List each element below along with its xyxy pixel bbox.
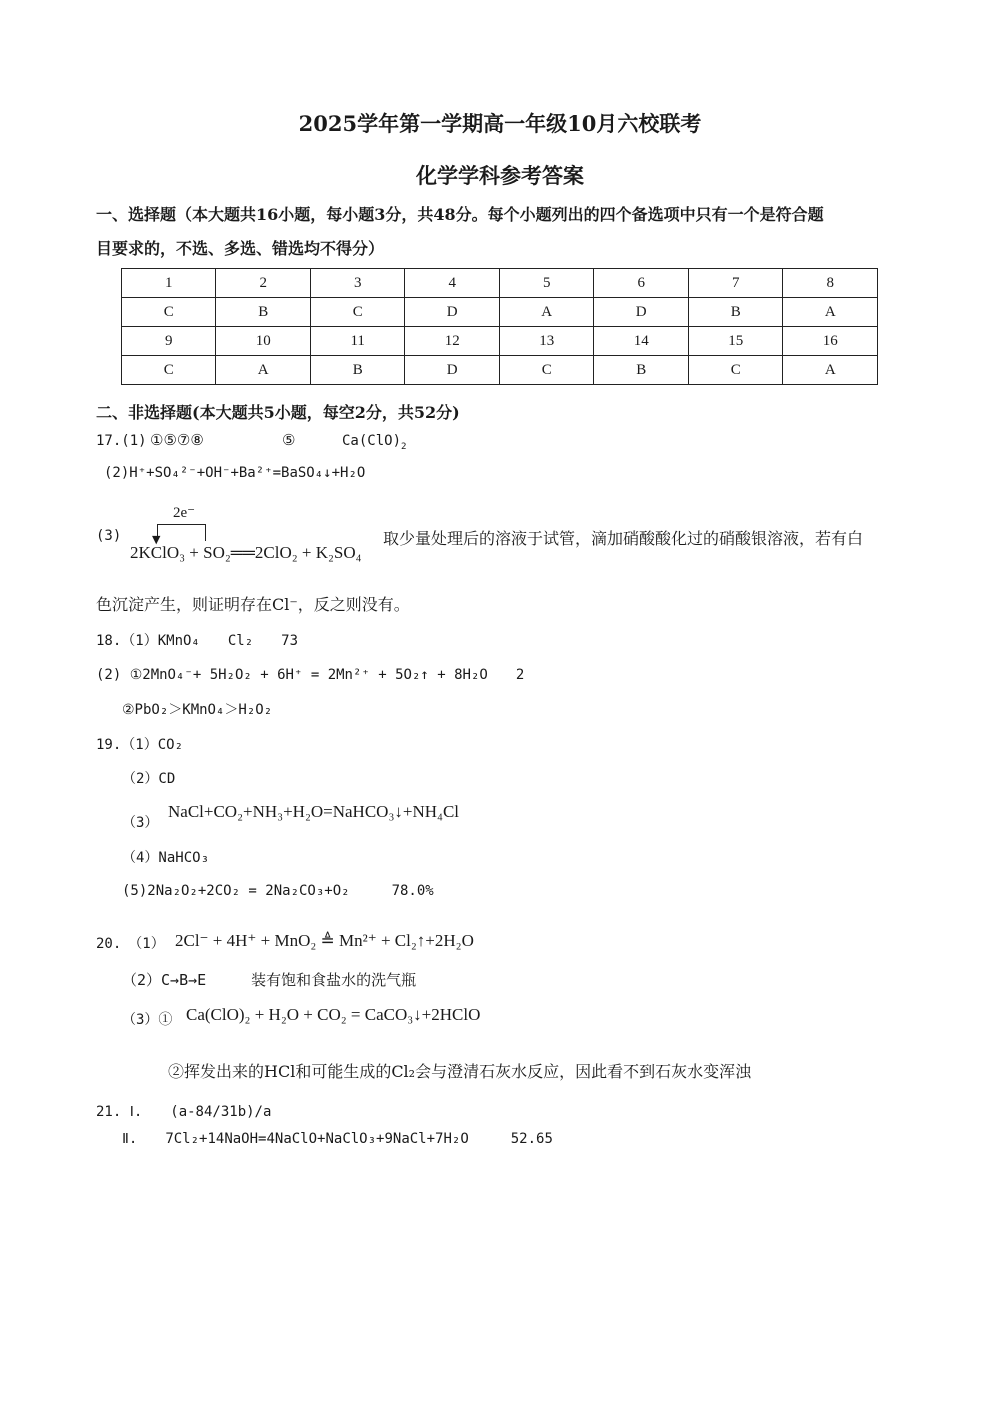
q21-part2: Ⅱ. 7Cl₂+14NaOH=4NaClO+NaClO₃+9NaCl+7H₂O 52.65 bbox=[122, 1131, 553, 1147]
table-cell: B bbox=[688, 298, 783, 327]
q17-part3-label: (3) bbox=[96, 528, 122, 544]
q17-part1-label: 17.(1) bbox=[96, 433, 147, 449]
q17-part1-answer2: ⑤ bbox=[282, 431, 296, 449]
table-cell: 8 bbox=[783, 269, 878, 298]
section1-heading-line1: 一、选择题（本大题共16小题，每小题3分，共48分。每个小题列出的四个备选项中只有一个是符合题 bbox=[96, 205, 824, 224]
q17-part1-answer3: $Ca(ClO)_2$ bbox=[342, 433, 407, 452]
q19-part3-equation: NaCl+CO₂+NH₃+H₂O=NaHCO₃↓+NH₄Cl bbox=[168, 802, 460, 821]
table-cell: 2 bbox=[216, 269, 311, 298]
table-row bbox=[122, 298, 878, 327]
table-cell: C bbox=[688, 356, 783, 385]
table-cell: A bbox=[783, 298, 878, 327]
table-cell: B bbox=[216, 298, 311, 327]
table-cell: 16 bbox=[783, 327, 878, 356]
table-cell: C bbox=[310, 298, 405, 327]
table-cell: 12 bbox=[405, 327, 500, 356]
q19-part2: （2）CD bbox=[122, 771, 176, 787]
q18-part1: 18.（1）KMnO₄ Cl₂ 73 bbox=[96, 633, 299, 649]
q20-part3b: ②挥发出来的HCl和可能生成的Cl₂会与澄清石灰水反应，因此看不到石灰水变浑浊 bbox=[168, 1062, 752, 1081]
table-cell: B bbox=[594, 356, 689, 385]
q21-part1: 21. Ⅰ. (a-84/31b)/a bbox=[96, 1104, 272, 1120]
q20-part3-label: （3）① bbox=[122, 1012, 173, 1028]
q18-part2b: ②PbO₂＞KMnO₄＞H₂O₂ bbox=[122, 702, 273, 718]
table-cell: C bbox=[499, 356, 594, 385]
table-cell: D bbox=[405, 356, 500, 385]
q20-part1-equation: 2Cl⁻ + 4H⁺ + MnO₂ ≜ Mn²⁺ + Cl₂↑+2H₂O bbox=[175, 931, 474, 950]
table-row bbox=[122, 356, 878, 385]
table-cell: 4 bbox=[405, 269, 500, 298]
table-cell: 6 bbox=[594, 269, 689, 298]
table-cell: 13 bbox=[499, 327, 594, 356]
q17-part3-text2: 色沉淀产生，则证明存在Cl⁻，反之则没有。 bbox=[96, 595, 410, 614]
table-cell: D bbox=[405, 298, 500, 327]
q19-part1: 19.（1）CO₂ bbox=[96, 737, 184, 753]
table-cell: 15 bbox=[688, 327, 783, 356]
table-cell: 11 bbox=[310, 327, 405, 356]
q17-part2: (2)H⁺+SO₄²⁻+OH⁻+Ba²⁺=BaSO₄↓+H₂O bbox=[104, 465, 366, 481]
table-cell: 1 bbox=[122, 269, 216, 298]
q18-part2: (2) ①2MnO₄⁻+ 5H₂O₂ + 6H⁺ = 2Mn²⁺ + 5O₂↑ + 8H₂O 2 bbox=[96, 667, 525, 683]
table-cell: B bbox=[310, 356, 405, 385]
table-cell: 10 bbox=[216, 327, 311, 356]
q17-part3-equation: 2KClO₃ + SO₂══2ClO₂ + K₂SO₄ bbox=[130, 543, 362, 562]
arrow-down-icon: ▼ bbox=[152, 533, 161, 546]
q19-part4: （4）NaHCO₃ bbox=[122, 850, 210, 866]
q17-electron-transfer: 2e⁻ bbox=[173, 505, 196, 521]
table-cell: A bbox=[216, 356, 311, 385]
q17-part1-answer1: ①⑤⑦⑧ bbox=[150, 431, 204, 449]
q20-part3-equation: Ca(ClO)₂ + H₂O + CO₂ = CaCO₃↓+2HClO bbox=[186, 1005, 481, 1024]
table-cell: 9 bbox=[122, 327, 216, 356]
section1-heading-line2: 目要求的，不选、多选、错选均不得分） bbox=[96, 239, 385, 258]
table-cell: 7 bbox=[688, 269, 783, 298]
q19-part5: (5)2Na₂O₂+2CO₂ = 2Na₂CO₃+O₂ 78.0% bbox=[122, 883, 434, 899]
q17-part3-text1: 取少量处理后的溶液于试管，滴加硝酸酸化过的硝酸银溶液，若有白 bbox=[383, 529, 864, 548]
q20-part1-label: 20. （1） bbox=[96, 936, 165, 952]
q19-part3-label: （3） bbox=[122, 815, 159, 831]
table-row bbox=[122, 269, 878, 298]
table-cell: 5 bbox=[499, 269, 594, 298]
table-cell: 3 bbox=[310, 269, 405, 298]
page-title: 2025学年第一学期高一年级10月六校联考 bbox=[298, 111, 702, 136]
answer-table bbox=[121, 268, 878, 385]
table-row bbox=[122, 327, 878, 356]
table-cell: A bbox=[783, 356, 878, 385]
table-cell: A bbox=[499, 298, 594, 327]
electron-arrow-bracket bbox=[157, 524, 206, 541]
table-cell: C bbox=[122, 356, 216, 385]
table-cell: 14 bbox=[594, 327, 689, 356]
table-cell: C bbox=[122, 298, 216, 327]
q20-part2: （2）C→B→E 装有饱和食盐水的洗气瓶 bbox=[122, 971, 417, 989]
table-cell: D bbox=[594, 298, 689, 327]
page-subtitle: 化学学科参考答案 bbox=[416, 163, 584, 188]
section2-heading: 二、非选择题(本大题共5小题，每空2分，共52分) bbox=[96, 403, 460, 422]
